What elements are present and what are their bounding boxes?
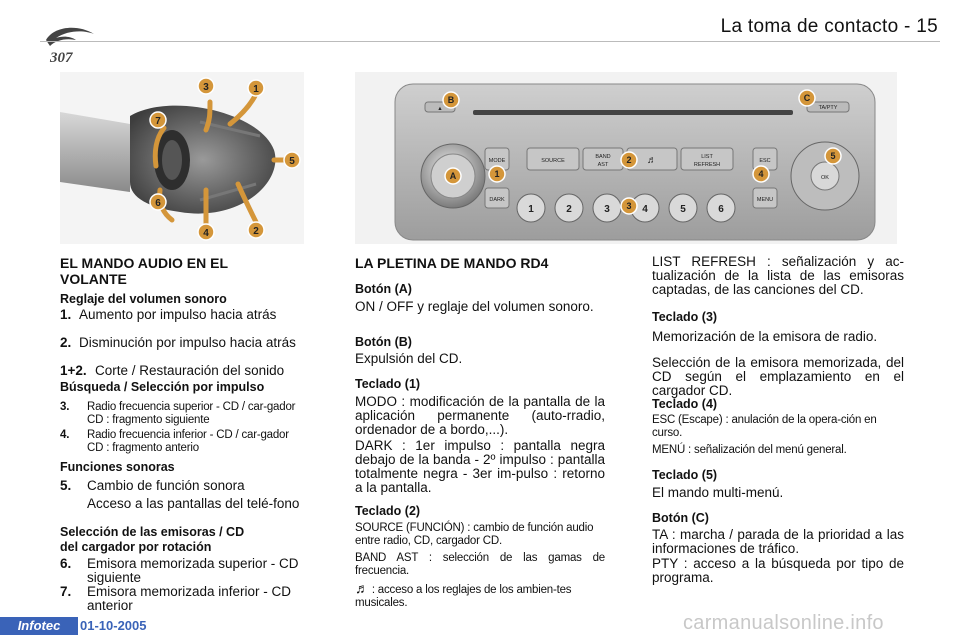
keypad-4-menu-text: MENÚ : señalización del menú general. — [652, 444, 847, 456]
station-selection-heading: Selección de las emisoras / CD del cargador por rotación — [60, 525, 245, 554]
keypad-2-band-text: BAND AST : selección de las gamas de frecuencia. — [355, 552, 605, 577]
ok-button-label: OK — [821, 175, 829, 181]
refresh-button-label: REFRESH — [693, 162, 721, 168]
keypad-4-heading: Teclado (4) — [652, 397, 718, 411]
list-refresh-text: LIST REFRESH : señalización y ac-tualización de la lista de las emisoras captadas, de las canciones del CD. — [652, 254, 904, 297]
preset-2-label: 2 — [566, 204, 572, 215]
page-title: La toma de contacto - 15 — [720, 16, 938, 37]
callout-b: B — [447, 95, 455, 105]
button-c-pty-text: PTY : acceso a la búsqueda por tipo de programa. — [652, 556, 904, 585]
section-title-volante: EL MANDO AUDIO EN EL VOLANTE — [60, 255, 229, 287]
search-heading: Búsqueda / Selección por impulso — [60, 380, 265, 394]
callout-keypad-3: 3 — [626, 201, 632, 211]
sound-functions-heading: Funciones sonoras — [60, 460, 175, 474]
footer-date: 01-10-2005 — [80, 618, 147, 633]
keypad-3-heading: Teclado (3) — [652, 310, 718, 324]
steering-audio-control-illustration — [60, 72, 304, 244]
callout-keypad-4: 4 — [758, 169, 764, 179]
infotec-badge: Infotec — [0, 617, 78, 635]
keypad-5-heading: Teclado (5) — [652, 468, 718, 482]
mode-button-label: MODE — [488, 158, 506, 164]
list-item: 1+2. Corte / Restauración del sonido — [60, 363, 285, 378]
keypad-1-heading: Teclado (1) — [355, 377, 421, 391]
keypad-2-source-text: SOURCE (FUNCIÓN) : cambio de función audio entre radio, CD, cargador CD. — [355, 522, 594, 547]
callout-keypad-1: 1 — [494, 169, 500, 179]
model-badge: 307 — [50, 50, 73, 66]
button-a-text: ON / OFF y reglaje del volumen sonoro. — [355, 299, 594, 314]
band-button-label: BAND — [595, 154, 611, 160]
callout-keypad-5: 5 — [830, 151, 836, 161]
preset-4-label: 4 — [642, 204, 648, 215]
svg-text:▲: ▲ — [437, 106, 443, 112]
dark-button-label: DARK — [489, 197, 505, 203]
callout-keypad-2: 2 — [626, 155, 632, 165]
button-b-heading: Botón (B) — [355, 335, 412, 349]
callout-7: 7 — [155, 116, 161, 127]
peugeot-logo — [40, 22, 100, 68]
list-item: 7. Emisora memorizada inferior - CD anterior — [60, 584, 292, 613]
callout-5: 5 — [289, 156, 295, 167]
header-divider — [40, 41, 940, 42]
esc-button-label: ESC — [759, 158, 771, 164]
list-button-label: LIST — [701, 154, 713, 160]
music-note-icon: ♬ — [355, 580, 369, 596]
volume-heading: Reglaje del volumen sonoro — [60, 292, 227, 306]
callout-6: 6 — [155, 198, 161, 209]
callout-4: 4 — [203, 228, 209, 239]
source-button-label: SOURCE — [541, 158, 565, 164]
keypad-1-dark-text: DARK : 1er impulso : pantalla negra debajo de la banda - 2º impulso : pantalla totalmente negra - 3er im-pulso : retorno a la pantalla. — [355, 438, 605, 495]
keypad-3-select-text: Selección de la emisora memorizada, del CD según el emplazamiento en el cargador CD. — [652, 355, 904, 398]
rd4-section-title: LA PLETINA DE MANDO RD4 — [355, 255, 549, 271]
rd4-head-unit-illustration — [355, 72, 897, 244]
preset-5-label: 5 — [680, 204, 686, 215]
button-b-text: Expulsión del CD. — [355, 351, 463, 366]
callout-3: 3 — [203, 82, 209, 93]
menu-button-label: MENU — [756, 197, 774, 203]
preset-1-label: 1 — [528, 204, 534, 215]
keypad-2-ambience-text: ♬ : acceso a los reglajes de los ambien-tes musicales. — [355, 580, 572, 609]
preset-6-label: 6 — [718, 204, 724, 215]
callout-1: 1 — [253, 84, 259, 95]
watermark-site: carmanualsonline.info — [683, 612, 884, 634]
keypad-5-text: El mando multi-menú. — [652, 485, 784, 500]
band-ast-label: AST — [597, 162, 609, 168]
list-item: Acceso a las pantallas del telé-fono — [87, 496, 300, 511]
list-item: 1. Aumento por impulso hacia atrás — [60, 307, 277, 322]
preset-3-label: 3 — [604, 204, 610, 215]
tapty-button-label: TA/PTY — [818, 105, 838, 111]
list-item: 5. Cambio de función sonora — [60, 478, 245, 493]
keypad-2-heading: Teclado (2) — [355, 504, 421, 518]
list-item: 4. Radio frecuencia inferior - CD / car-gador CD : fragmento anterio — [60, 429, 289, 454]
keypad-1-mode-text: MODO : modificación de la pantalla de la aplicación permanente (auto-rradio, ordenador de a bordo,...). — [355, 394, 605, 437]
list-item: 3. Radio frecuencia superior - CD / car-gador CD : fragmento siguiente — [60, 401, 296, 426]
keypad-3-memorize-text: Memorización de la emisora de radio. — [652, 329, 878, 344]
callout-a: A — [449, 171, 457, 181]
keypad-4-esc-text: ESC (Escape) : anulación de la opera-ción en curso. — [652, 414, 877, 439]
button-c-ta-text: TA : marcha / parada de la prioridad a las informaciones de tráfico. — [652, 527, 904, 556]
list-item: 6. Emisora memorizada superior - CD siguiente — [60, 556, 299, 585]
list-item: 2. Disminución por impulso hacia atrás — [60, 335, 296, 350]
button-c-heading: Botón (C) — [652, 511, 709, 525]
button-a-heading: Botón (A) — [355, 282, 412, 296]
callout-c: C — [803, 93, 811, 103]
callout-2: 2 — [253, 226, 259, 237]
svg-text:♬: ♬ — [647, 155, 657, 166]
